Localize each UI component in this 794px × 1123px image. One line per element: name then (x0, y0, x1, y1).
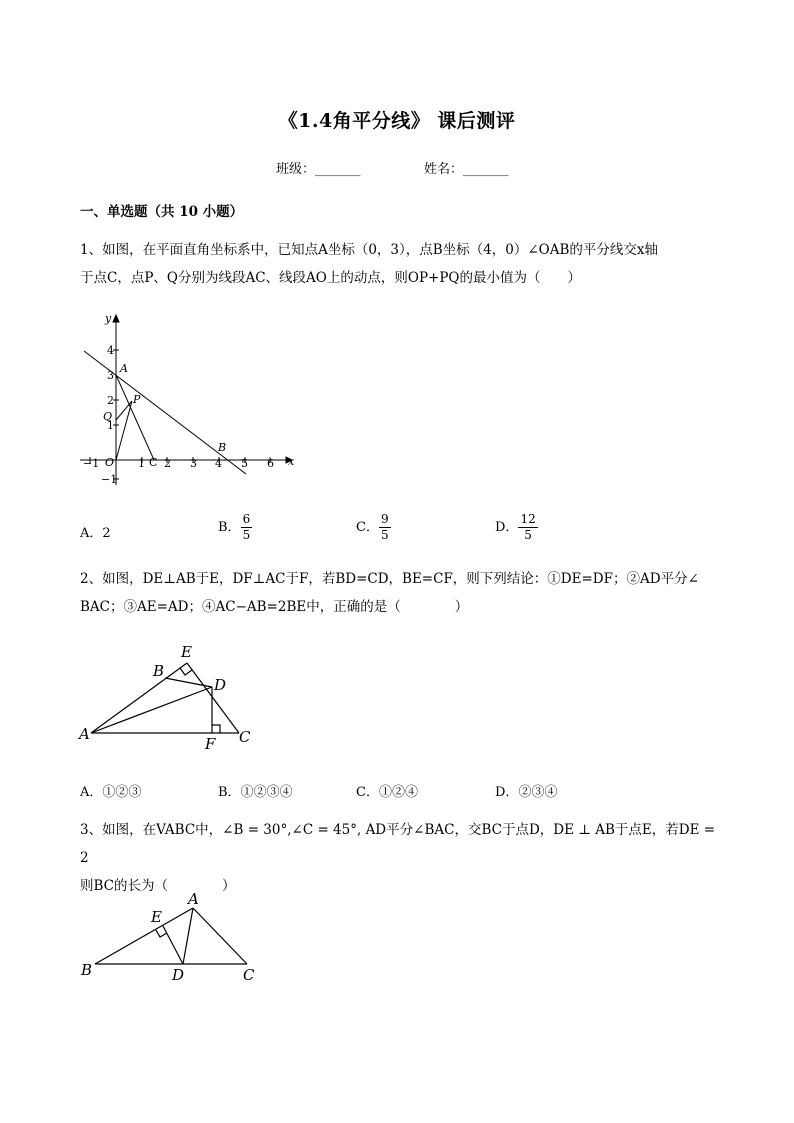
question-1-text (80, 236, 720, 292)
right-angle-f (212, 725, 220, 733)
tick-label: −1 (83, 457, 100, 470)
q1-line-2: 于点C，点P、Q分别为线段AC、线段AO上的动点，则OP+PQ的最小值为（ ） (80, 270, 581, 286)
q2-option-d[interactable] (495, 781, 557, 800)
option-label: B． (218, 785, 241, 800)
tick-label: 2 (164, 457, 171, 470)
class-field: 班级：_______ (276, 162, 361, 177)
point-a-label: A (120, 362, 128, 375)
q2-line-2: BAC；③AE=AD；④AC−AB=2BE中，正确的是（ ） (80, 599, 469, 615)
point-b-label: B (81, 961, 93, 979)
option-value: ①②③④ (240, 785, 293, 800)
q2-triangle-figure (75, 638, 275, 753)
point-a-label: A (188, 890, 199, 908)
segment-ad (183, 908, 193, 964)
option-label: B． (218, 520, 241, 535)
point-q-label: Q (103, 410, 113, 423)
page-title: 《1.4角平分线》 课后测评 (278, 110, 516, 132)
y-axis-arrow (113, 315, 119, 322)
tick-label: 6 (267, 457, 274, 470)
option-label: C． (356, 520, 379, 535)
point-c-label: C (243, 966, 255, 984)
q3-line-1: 3、如图，在VABC中，∠B = 30°,∠C = 45°, AD平分∠BAC，交BC于点D，DE ⊥ AB于点E，若DE = 2 (80, 822, 716, 866)
fraction (379, 512, 391, 543)
point-c-label: C (239, 728, 251, 746)
q1-option-c[interactable] (356, 512, 391, 543)
name-field: 姓名：_______ (424, 162, 509, 177)
tick-label: 4 (107, 344, 114, 357)
right-angle-e (180, 668, 192, 675)
q1-line-1: 1、如图，在平面直角坐标系中，已知点A坐标（0，3），点B坐标（4，0）∠OAB的平分线交x轴 (80, 242, 659, 258)
option-value: ①②③ (102, 785, 142, 800)
tick-label: 3 (107, 369, 114, 382)
segment-ac (116, 375, 154, 460)
point-d-label: D (172, 966, 185, 984)
tick-label: 3 (190, 457, 197, 470)
q2-option-b[interactable] (218, 781, 293, 800)
numerator: 9 (380, 512, 389, 526)
question-2-text (80, 565, 720, 621)
point-c-label: C (149, 456, 158, 469)
point-f-label: F (205, 735, 216, 753)
denominator: 5 (380, 528, 389, 542)
section-heading: 一、单选题（共 10 小题） (80, 204, 244, 220)
segment-ae (91, 663, 187, 733)
option-value: 2 (102, 526, 111, 541)
point-o-label: O (105, 456, 115, 469)
point-e-label: E (181, 643, 192, 661)
q1-option-a[interactable] (80, 522, 111, 541)
fraction (241, 512, 253, 543)
q1-option-d[interactable] (495, 512, 538, 543)
point-p-label: P (133, 393, 141, 406)
option-label: A． (80, 785, 103, 800)
point-d-label: D (214, 676, 227, 694)
point-e-label: E (151, 908, 162, 926)
option-value: ①②④ (378, 785, 418, 800)
tick-label: 1 (107, 419, 114, 432)
q3-line-2: 则BC的长为（ ） (80, 878, 236, 894)
point-b-label: B (218, 441, 227, 454)
q1-coordinate-figure (70, 305, 310, 495)
tick-label: −1 (101, 473, 118, 486)
x-axis-label: x (288, 455, 295, 468)
segment-ac (193, 908, 247, 964)
option-label: D． (495, 520, 519, 535)
fraction (518, 512, 537, 543)
segment-ad (91, 687, 212, 733)
denominator: 5 (524, 528, 532, 542)
q2-option-a[interactable] (80, 781, 141, 800)
tick-label: 4 (215, 457, 222, 470)
option-label: A． (80, 526, 103, 541)
segment-de (163, 926, 183, 964)
tick-label: 5 (241, 457, 248, 470)
option-label: D． (495, 785, 519, 800)
point-a-label: A (79, 725, 90, 743)
numerator: 12 (520, 512, 536, 526)
point-b-label: B (153, 662, 165, 680)
y-axis-label: y (105, 312, 112, 325)
tick-label: 2 (107, 394, 114, 407)
q3-triangle-figure (75, 888, 275, 988)
segment-ec (187, 663, 239, 733)
q1-option-b[interactable] (218, 512, 252, 543)
q2-option-c[interactable] (356, 781, 418, 800)
segment-bd (165, 678, 212, 687)
numerator: 6 (242, 512, 251, 526)
denominator: 5 (242, 528, 251, 542)
q2-line-1: 2、如图，DE⊥AB于E，DF⊥AC于F，若BD=CD，BE=CF，则下列结论：①DE=DF；②AD平分∠ (80, 571, 699, 587)
tick-label: 1 (138, 457, 145, 470)
option-label: C． (356, 785, 379, 800)
option-value: ②③④ (518, 785, 558, 800)
